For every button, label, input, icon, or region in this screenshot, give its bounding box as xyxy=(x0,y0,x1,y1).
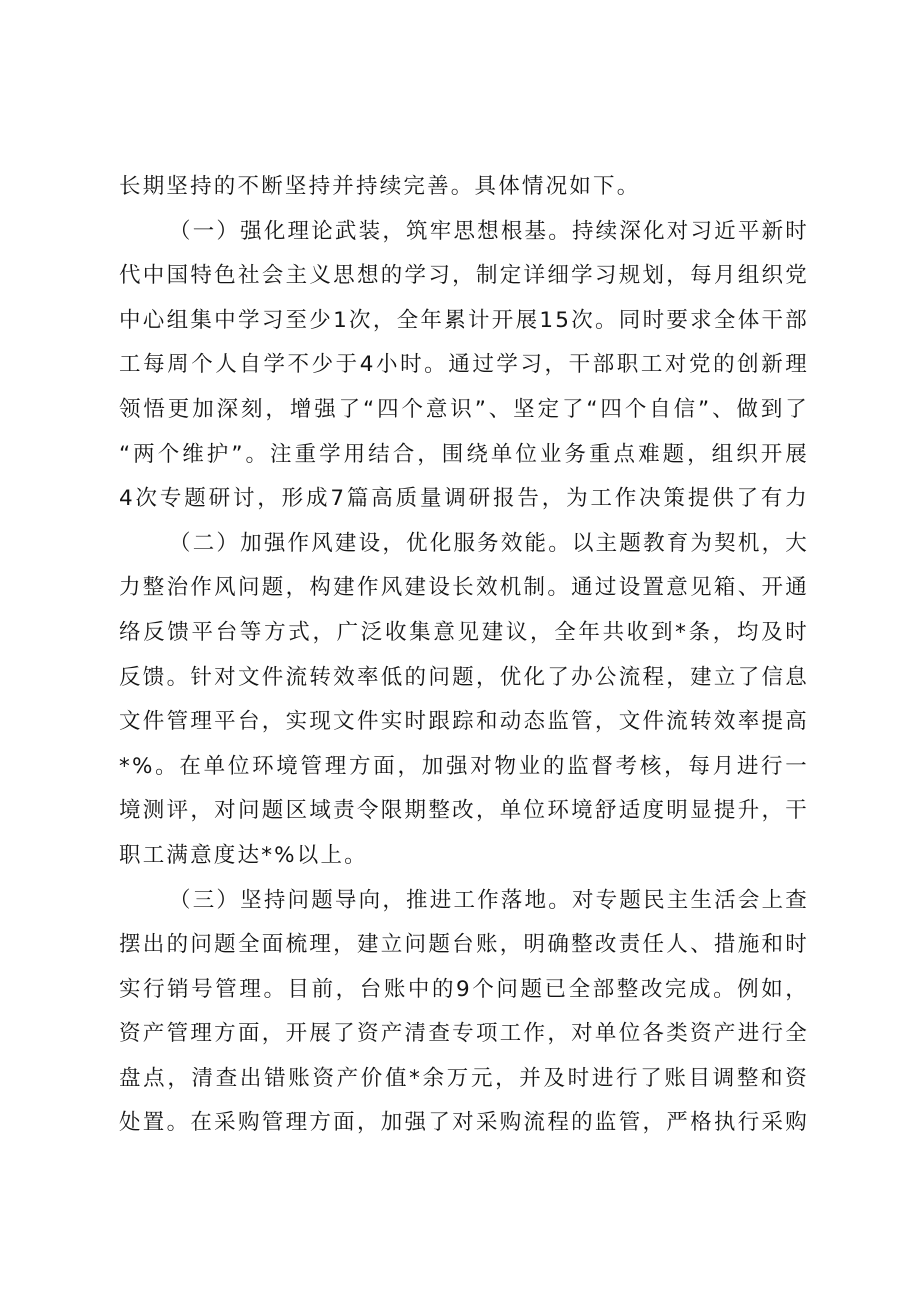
text-line: 境测评，对问题区域责令限期整改，单位环境舒适度明显提升，干 xyxy=(119,798,809,824)
text-line: 盘点，清查出错账资产价值*余万元，并及时进行了账目调整和资 xyxy=(119,1065,809,1091)
text-line: 长期坚持的不断坚持并持续完善。具体情况如下。 xyxy=(119,174,641,199)
text-line: 文件管理平台，实现文件实时跟踪和动态监管，文件流转效率提高 xyxy=(119,709,809,735)
text-line: 职工满意度达*%以上。 xyxy=(119,842,368,868)
paragraph xyxy=(119,165,809,210)
text-line: 处置。在采购管理方面，加强了对采购流程的监管，严格执行采购 xyxy=(119,1110,809,1136)
text-line: 工每周个人自学不少于4小时。通过学习，干部职工对党的创新理 xyxy=(119,352,809,378)
text-line: 摆出的问题全面梳理，建立问题台账，明确整改责任人、措施和时 xyxy=(119,932,809,958)
text-line: 反馈。针对文件流转效率低的问题，优化了办公流程，建立了信息 xyxy=(119,664,809,690)
text-line: 中心组集中学习至少1次，全年累计开展15次。同时要求全体干部 xyxy=(119,307,809,333)
text-line: 代中国特色社会主义思想的学习，制定详细学习规划，每月组织党 xyxy=(119,263,809,289)
text-line: （一）强化理论武装，筑牢思想根基。持续深化对习近平新时 xyxy=(169,218,809,244)
text-line: 络反馈平台等方式，广泛收集意见建议，全年共收到*条，均及时 xyxy=(119,619,809,645)
paragraph xyxy=(119,210,809,522)
text-line: “两个维护”。注重学用结合，围绕单位业务重点难题，组织开展 xyxy=(119,441,809,467)
paragraph xyxy=(119,522,809,879)
text-line: 资产管理方面，开展了资产清查专项工作，对单位各类资产进行全 xyxy=(119,1021,809,1047)
text-line: *%。在单位环境管理方面，加强对物业的监督考核，每月进行一 xyxy=(119,753,809,779)
text-line: 领悟更加深刻，增强了“四个意识”、坚定了“四个自信”、做到了 xyxy=(119,396,809,422)
paragraph xyxy=(119,879,809,1147)
text-line: 力整治作风问题，构建作风建设长效机制。通过设置意见箱、开通 xyxy=(119,575,809,601)
text-line: （二）加强作风建设，优化服务效能。以主题教育为契机，大 xyxy=(169,530,809,556)
text-line: 实行销号管理。目前，台账中的9个问题已全部整改完成。例如， xyxy=(119,976,809,1002)
text-line: （三）坚持问题导向，推进工作落地。对专题民主生活会上查 xyxy=(169,887,809,913)
document-body xyxy=(119,165,809,1146)
text-line: 4次专题研讨，形成7篇高质量调研报告，为工作决策提供了有力 xyxy=(119,486,809,512)
